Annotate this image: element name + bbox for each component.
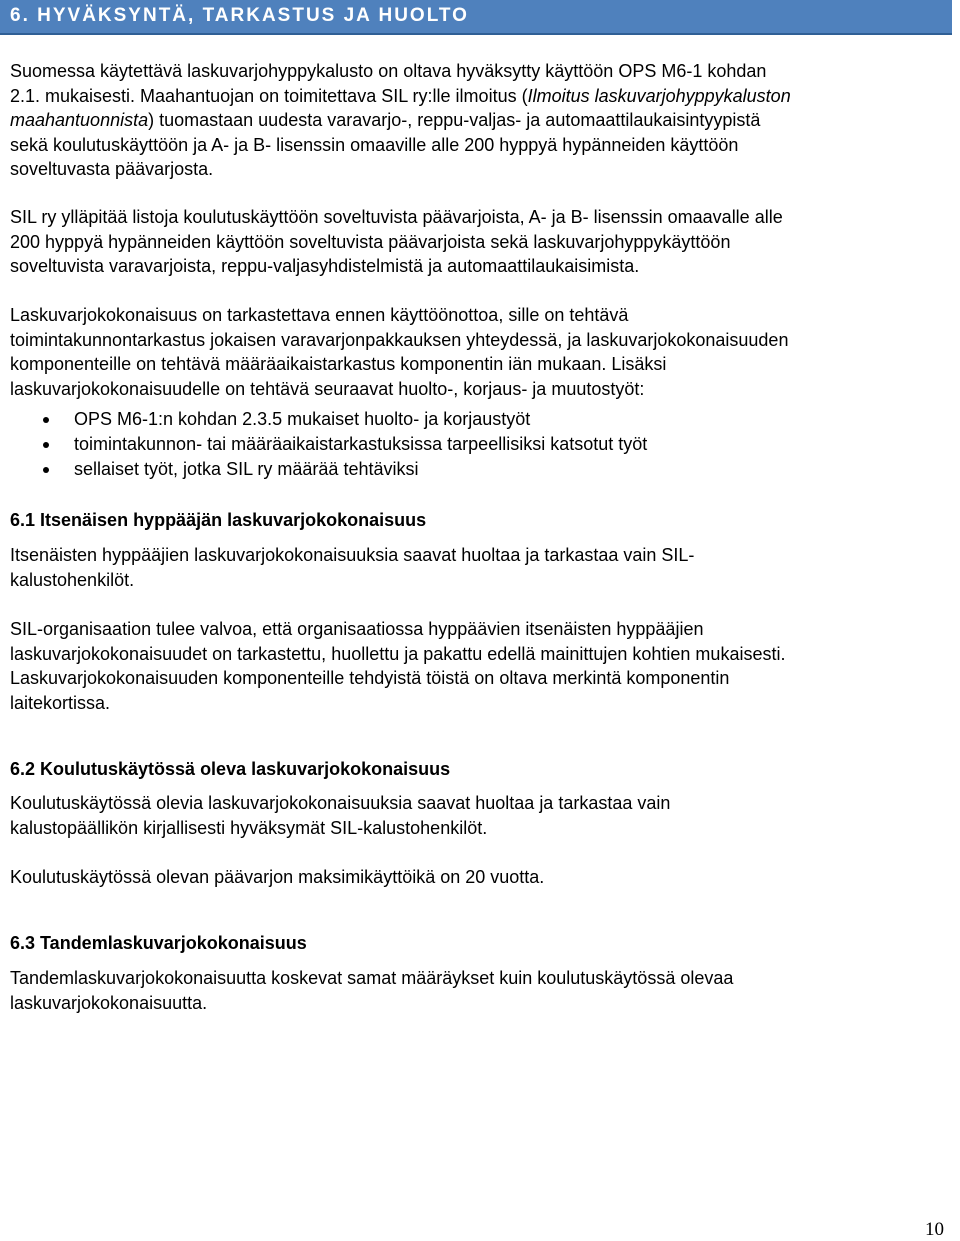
text-line: toimintakunnontarkastus jokaisen varavarjonpakkauksen yhteydessä, ja laskuvarjokokonaisuuden: [10, 329, 789, 350]
text-line: Itsenäisten hyppääjien laskuvarjokokonaisuuksia saavat huoltaa ja tarkastaa vain SIL-: [10, 545, 695, 565]
text-line: kalustopäällikön kirjallisesti hyväksymät SIL-kalustohenkilöt.: [10, 817, 488, 838]
text-line: 2.1. mukaisesti. Maahantuojan on toimitettava SIL ry:lle ilmoitus (Ilmoitus laskuvarjohyppykaluston: [10, 85, 791, 106]
text-line: SIL-organisaation tulee valvoa, että organisaatiossa hyppäävien itsenäisten hyppääjien: [10, 619, 704, 639]
document-reference: maahantuonnista: [10, 110, 149, 130]
heading-6-3: 6.3 Tandemlaskuvarjokokonaisuus: [10, 933, 307, 953]
section-title: 6. HYVÄKSYNTÄ, TARKASTUS JA HUOLTO: [10, 5, 469, 26]
text-line: laitekortissa.: [10, 692, 111, 713]
document-reference: Ilmoitus laskuvarjohyppykaluston: [527, 85, 791, 106]
text-line: SIL ry ylläpitää listoja koulutuskäyttöön soveltuvista päävarjoista, A- ja B- lisenssin omaavalle alle: [10, 207, 783, 227]
text-line: laskuvarjokokonaisuudelle on tehtävä seuraavat huolto-, korjaus- ja muutostyöt:: [10, 378, 645, 399]
text-line: kalustohenkilöt.: [10, 569, 135, 590]
text-line: laskuvarjokokonaisuudet on tarkastettu, huollettu ja pakattu edellä mainittujen kohtien mukaisesti.: [10, 643, 786, 664]
text-line: Tandemlaskuvarjokokonaisuutta koskevat samat määräykset kuin koulutuskäytössä olevaa: [10, 968, 734, 988]
text-line: laskuvarjokokonaisuutta.: [10, 992, 208, 1013]
text-line: soveltuvista varavarjoista, reppu-valjasyhdistelmistä ja automaattilaukaisimista.: [10, 256, 640, 276]
maintenance-list: [0, 407, 647, 482]
paragraph-inspection: [10, 303, 940, 401]
list-item: toimintakunnon- tai määräaikaistarkastuksissa tarpeellisiksi katsotut työt: [0, 432, 647, 457]
section-header-bar: [0, 0, 952, 35]
paragraph-approval: [10, 59, 940, 182]
paragraph-6-2-b: [10, 865, 940, 890]
heading-6-1: 6.1 Itsenäisen hyppääjän laskuvarjokokonaisuus: [10, 510, 427, 530]
list-item: OPS M6-1:n kohdan 2.3.5 mukaiset huolto- ja korjaustyöt: [0, 407, 647, 432]
heading-6-2: 6.2 Koulutuskäytössä oleva laskuvarjokokonaisuus: [10, 759, 451, 779]
text-line: 200 hyppyä hypänneiden käyttöön soveltuvista päävarjoista sekä laskuvarjohyppykäyttöön: [10, 231, 731, 252]
text-line: Suomessa käytettävä laskuvarjohyppykalusto on oltava hyväksytty käyttöön OPS M6-1 kohdan: [10, 61, 767, 81]
text-line: soveltuvasta päävarjosta.: [10, 159, 214, 179]
text-line: sekä koulutuskäyttöön ja A- ja B- lisenssin omaaville alle 200 hyppyä hypänneiden käyttöön: [10, 134, 739, 155]
text-line: Koulutuskäytössä olevia laskuvarjokokonaisuuksia saavat huoltaa ja tarkastaa vain: [10, 793, 671, 813]
paragraph-6-3: [10, 966, 940, 1015]
text-line: komponenteille on tehtävä määräaikaistarkastus komponentin iän mukaan. Lisäksi: [10, 354, 667, 374]
paragraph-6-1-b: [10, 617, 940, 715]
text-line: Koulutuskäytössä olevan päävarjon maksimikäyttöikä on 20 vuotta.: [10, 867, 545, 887]
list-item: sellaiset työt, jotka SIL ry määrää tehtäviksi: [0, 457, 647, 482]
paragraph-lists: [10, 205, 940, 279]
text-line: Laskuvarjokokonaisuus on tarkastettava ennen käyttöönottoa, sille on tehtävä: [10, 305, 629, 325]
text-line: Laskuvarjokokonaisuuden komponenteille tehdyistä töistä on oltava merkintä komponentin: [10, 668, 730, 688]
page-number: 10: [925, 1219, 944, 1240]
paragraph-6-2-a: [10, 791, 940, 840]
text-line: maahantuonnista) tuomastaan uudesta varavarjo-, reppu-valjas- ja automaattilaukaisintyypistä: [10, 110, 761, 130]
paragraph-6-1-a: [10, 543, 940, 592]
